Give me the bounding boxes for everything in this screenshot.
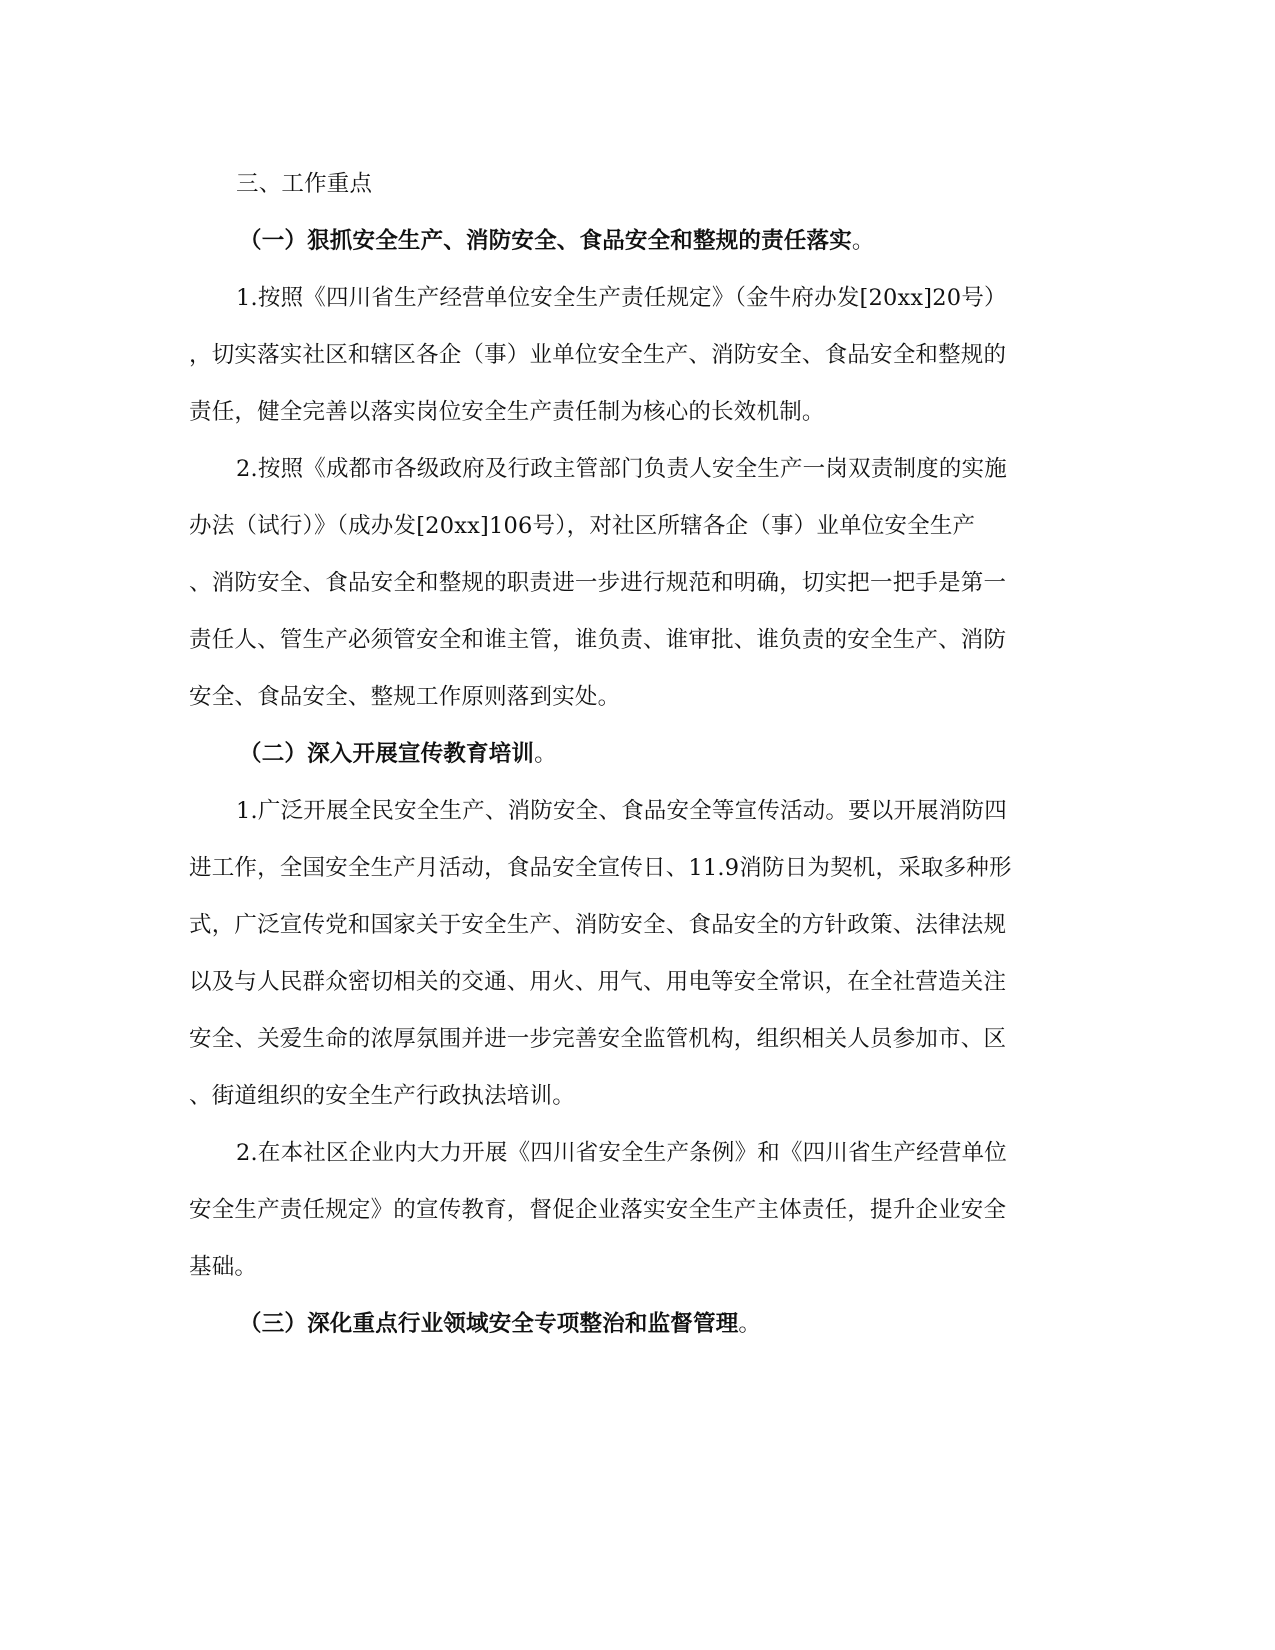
s2-item1-line3: 式，广泛宣传党和国家关于安全生产、消防安全、食品安全的方针政策、法律法规 xyxy=(189,912,1007,938)
s1-item2-line1: 2.按照《成都市各级政府及行政主管部门负责人安全生产一岗双责制度的实施 xyxy=(236,456,1007,482)
section2-title xyxy=(239,739,557,769)
s1-item2-line4: 责任人、管生产必须管安全和谁主管，谁负责、谁审批、谁负责的安全生产、消防 xyxy=(189,627,1007,653)
section2-title-text: （二）深入开展宣传教育培训 xyxy=(239,741,535,767)
section3-title-end: 。 xyxy=(738,1311,762,1337)
s2-item1-line1: 1.广泛开展全民安全生产、消防安全、食品安全等宣传活动。要以开展消防四 xyxy=(236,798,1007,824)
s2-item1-line6: 、街道组织的安全生产行政执法培训。 xyxy=(189,1083,575,1109)
s1-item1-line1: 1.按照《四川省生产经营单位安全生产责任规定》（金牛府办发[20xx]20号） xyxy=(236,285,1007,311)
s2-item2-line1: 2.在本社区企业内大力开展《四川省安全生产条例》和《四川省生产经营单位 xyxy=(236,1140,1007,1166)
section-heading: 三、工作重点 xyxy=(236,171,373,197)
section3-title xyxy=(239,1309,761,1339)
s1-item2-line5: 安全、食品安全、整规工作原则落到实处。 xyxy=(189,684,621,710)
section1-title-end: 。 xyxy=(851,228,875,254)
s1-item1-line3: 责任，健全完善以落实岗位安全生产责任制为核心的长效机制。 xyxy=(189,399,825,425)
section1-title-text: （一）狠抓安全生产、消防安全、食品安全和整规的责任落实 xyxy=(239,228,852,254)
s2-item1-line4: 以及与人民群众密切相关的交通、用火、用气、用电等安全常识，在全社营造关注 xyxy=(189,969,1007,995)
section2-title-end: 。 xyxy=(534,741,557,767)
s2-item1-line5: 安全、关爱生命的浓厚氛围并进一步完善安全监管机构，组织相关人员参加市、区 xyxy=(189,1026,1007,1052)
section3-title-text: （三）深化重点行业领域安全专项整治和监督管理 xyxy=(239,1311,739,1337)
section1-title xyxy=(239,226,875,256)
s1-item2-line2: 办法（试行）》（成办发[20xx]106号），对社区所辖各企（事）业单位安全生产 xyxy=(189,513,976,539)
s1-item1-line2: ，切实落实社区和辖区各企（事）业单位安全生产、消防安全、食品安全和整规的 xyxy=(189,342,1007,368)
s2-item2-line2: 安全生产责任规定》的宣传教育，督促企业落实安全生产主体责任，提升企业安全 xyxy=(189,1197,1007,1223)
s2-item2-line3: 基础。 xyxy=(189,1254,258,1280)
s2-item1-line2: 进工作，全国安全生产月活动，食品安全宣传日、11.9消防日为契机，采取多种形 xyxy=(189,855,1012,881)
s1-item2-line3: 、消防安全、食品安全和整规的职责进一步进行规范和明确，切实把一把手是第一 xyxy=(189,570,1007,596)
